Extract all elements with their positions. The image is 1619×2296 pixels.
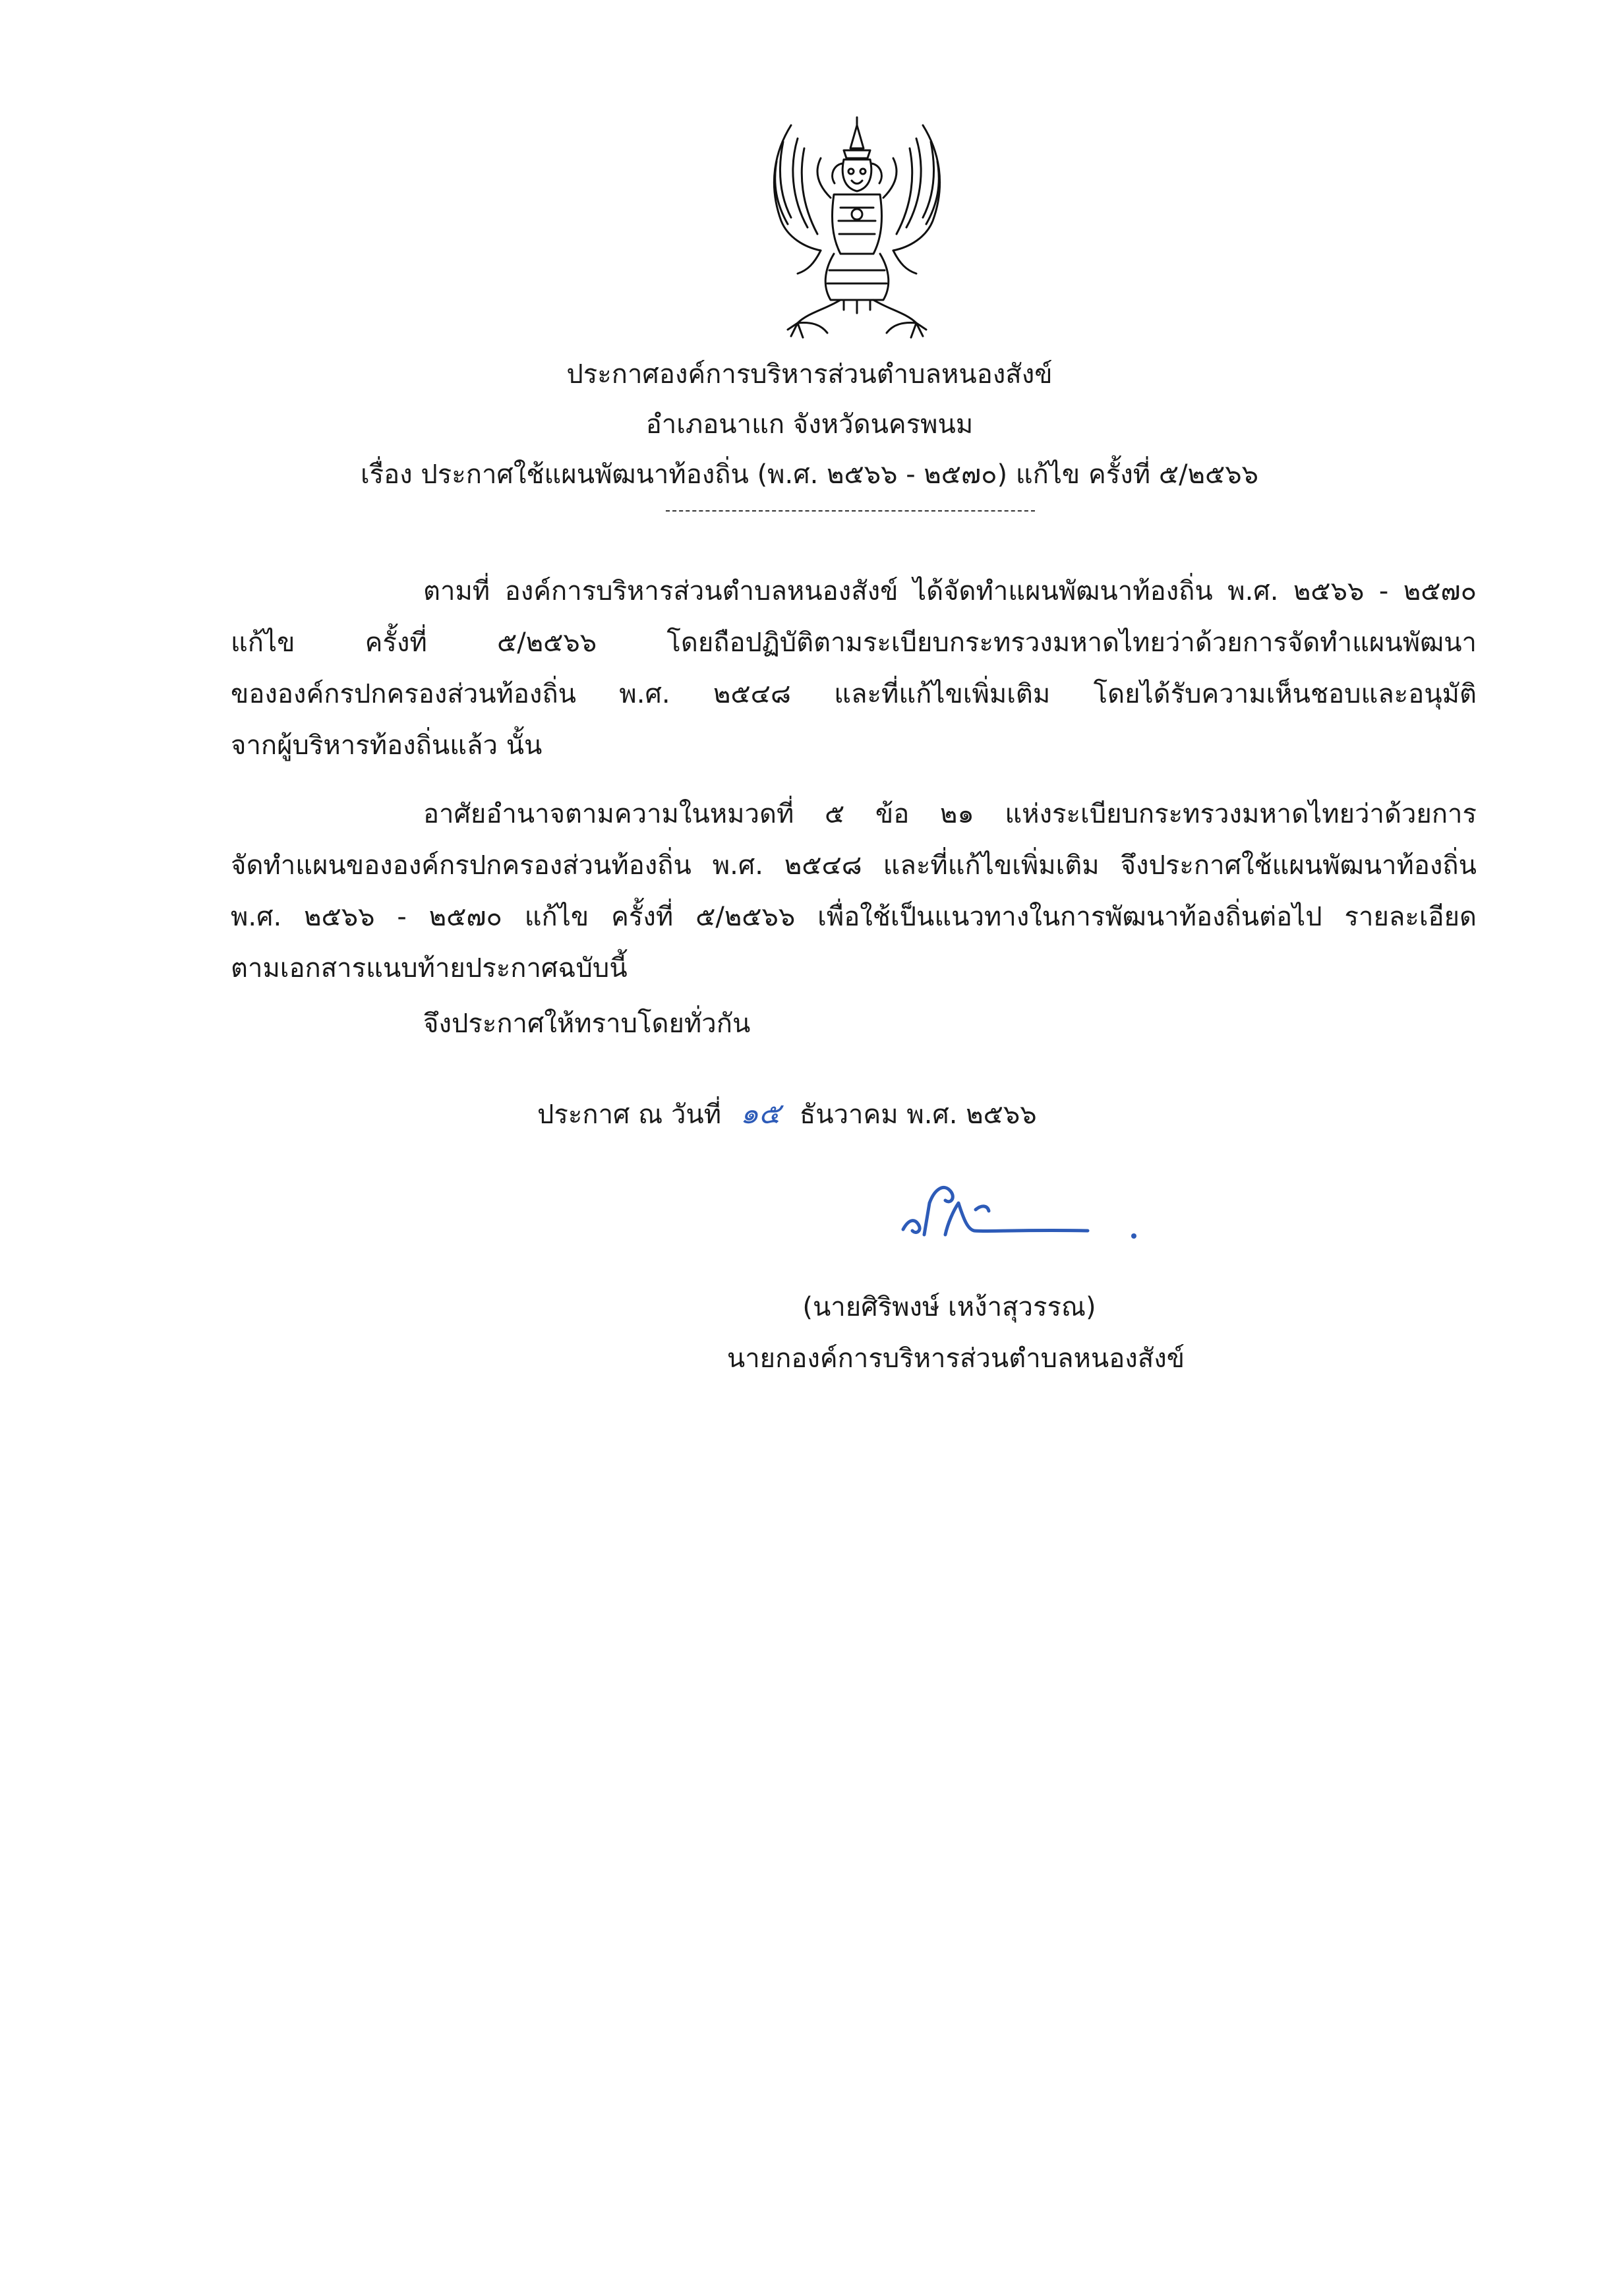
- paragraph-1: [231, 566, 1477, 771]
- paragraph-2: [231, 788, 1477, 994]
- district-province: อำเภอนาแก จังหวัดนครพนม: [645, 409, 974, 440]
- paragraph-1-line: จากผู้บริหารท้องถิ่นแล้ว นั้น: [231, 730, 543, 761]
- announcement-subject: เรื่อง ประกาศใช้แผนพัฒนาท้องถิ่น (พ.ศ. ๒๕๖๖ - ๒๕๗๐) แก้ไข ครั้งที่ ๕/๒๕๖๖: [360, 459, 1259, 490]
- paragraph-2-line: อาศัยอำนาจตามความในหมวดที่ ๕ ข้อ ๒๑ แห่งระเบียบกระทรวงมหาดไทยว่าด้วยการ: [423, 799, 1477, 829]
- paragraph-1-line: ขององค์กรปกครองส่วนท้องถิ่น พ.ศ. ๒๕๔๘ และที่แก้ไขเพิ่มเติม โดยได้รับความเห็นชอบและอนุมัติ: [231, 679, 1477, 709]
- date-suffix: ธันวาคม พ.ศ. ๒๕๖๖: [799, 1100, 1037, 1130]
- paragraph-2-line: ตามเอกสารแนบท้ายประกาศฉบับนี้: [231, 953, 628, 984]
- announcement-title: ประกาศองค์การบริหารส่วนตำบลหนองสังข์: [566, 359, 1053, 390]
- date-prefix: ประกาศ ณ วันที่: [537, 1100, 722, 1130]
- date-day-handwritten: ๑๕: [740, 1097, 781, 1131]
- paragraph-2-line: พ.ศ. ๒๕๖๖ - ๒๕๗๐ แก้ไข ครั้งที่ ๕/๒๕๖๖ เพื่อใช้เป็นแนวทางในการพัฒนาท้องถิ่นต่อไป รายละเอียด: [231, 902, 1477, 932]
- closing-statement: จึงประกาศให้ทราบโดยทั่วกัน: [423, 1009, 751, 1039]
- paragraph-1-line: แก้ไข ครั้งที่ ๕/๒๕๖๖ โดยถือปฏิบัติตามระเบียบกระทรวงมหาดไทยว่าด้วยการจัดทำแผนพัฒนา: [231, 628, 1477, 658]
- signer-name: (นายศิริพงษ์ เหง้าสุวรรณ): [802, 1292, 1096, 1322]
- signer-position: นายกองค์การบริหารส่วนตำบลหนองสังข์: [726, 1343, 1185, 1374]
- announcement-date: [537, 1090, 1037, 1136]
- signature-icon: [890, 1157, 1167, 1256]
- paragraph-2-line: จัดทำแผนขององค์กรปกครองส่วนท้องถิ่น พ.ศ. ๒๕๔๘ และที่แก้ไขเพิ่มเติม จึงประกาศใช้แผนพัฒนาท้องถิ่น: [231, 850, 1477, 881]
- paragraph-1-line: ตามที่ องค์การบริหารส่วนตำบลหนองสังข์ ได้จัดทำแผนพัฒนาท้องถิ่น พ.ศ. ๒๕๖๖ - ๒๕๗๐: [423, 576, 1477, 606]
- separator-line: [666, 510, 1035, 512]
- garuda-emblem-icon: [751, 112, 962, 346]
